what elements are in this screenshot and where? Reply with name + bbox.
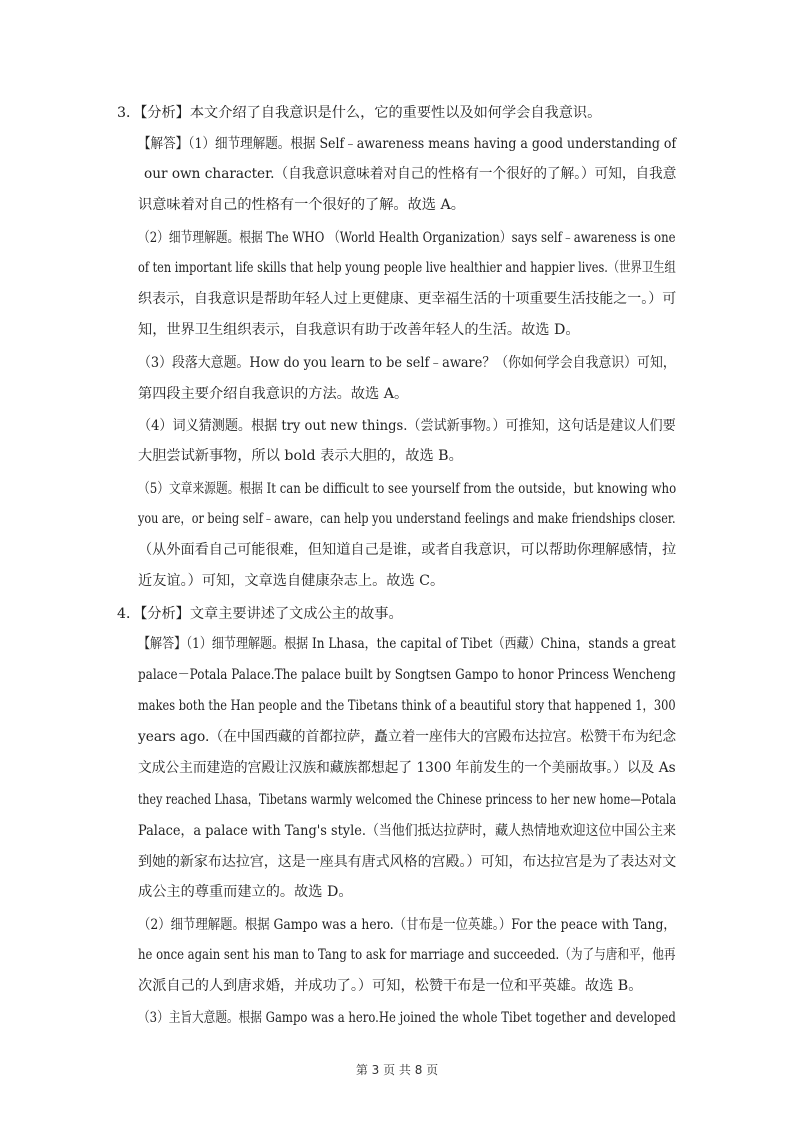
q3-analysis: 3．【分析】本文介绍了自我意识是什么，它的重要性以及如何学会自我意识。 <box>117 105 602 121</box>
q4-answer-1c: makes both the Han people and the Tibetans think of a beautiful story that happened 1，300 <box>138 698 676 714</box>
q3-answer-4a: （4）词义猜测题。根据 try out new things.（尝试新事物。）可推知，这句话是建议人们要 <box>138 418 676 434</box>
q3-answer-2d: 知，世界卫生组织表示，自我意识有助于改善年轻人的生活。故选 D。 <box>138 322 580 338</box>
q3-answer-2c: 织表示，自我意识是帮助年轻人过上更健康、更幸福生活的十项重要生活技能之一。）可 <box>138 291 677 307</box>
q3-answer-4b: 大胆尝试新事物，所以 bold 表示大胆的，故选 B。 <box>138 448 463 464</box>
q4-answer-1a: 【解答】（1）细节理解题。根据 In Lhasa，the capital of Tibet（西藏）China，stands a great <box>138 636 676 652</box>
q4-answer-1d: years ago.（在中国西藏的首都拉萨，矗立着一座伟大的宫殿布达拉宫。松赞干布为纪念 <box>138 729 677 745</box>
q3-answer-5b: you are，or being self﹣aware，can help you understand feelings and make friendships closer. <box>138 511 676 527</box>
q3-answer-1c: 识意味着对自己的性格有一个很好的了解。故选 A。 <box>138 197 465 213</box>
q3-answer-1b: our own character.（自我意识意味着对自己的性格有一个很好的了解。）可知，自我意 <box>144 166 677 182</box>
page-footer: 第 3 页 共 8 页 <box>355 1063 439 1077</box>
q4-answer-1e: 文成公主而建造的宫殿让汉族和藏族都想起了 1300 年前发生的一个美丽故事。）以及 As <box>138 760 676 776</box>
q4-answer-1g: Palace，a palace with Tang's style.（当他们抵达拉萨时，藏人热情地欢迎这位中国公主来 <box>138 823 676 839</box>
q3-answer-3a: （3）段落大意题。How do you learn to be self﹣aware？（你如何学会自我意识）可知， <box>138 355 676 371</box>
q4-answer-1b: palace－Potala Palace.The palace built by Songtsen Gampo to honor Princess Wencheng <box>138 667 676 683</box>
q3-answer-3b: 第四段主要介绍自我意识的方法。故选 A。 <box>138 386 409 402</box>
q3-answer-5c: （从外面看自己可能很难，但知道自己是谁，或者自我意识，可以帮助你理解感情，拉 <box>138 542 677 558</box>
q4-answer-1i: 成公主的尊重而建立的。故选 D。 <box>138 884 353 900</box>
q4-answer-2a: （2）细节理解题。根据 Gampo was a hero.（甘布是一位英雄。）For the peace with Tang， <box>138 917 676 933</box>
q4-answer-1f: they reached Lhasa，Tibetans warmly welcomed the Chinese princess to her new home—Potala <box>138 792 677 808</box>
q3-answer-1a: 【解答】（1）细节理解题。根据 Self﹣awareness means having a good understanding of <box>138 136 677 152</box>
q4-answer-2c: 次派自己的人到唐求婚，并成功了。）可知，松赞干布是一位和平英雄。故选 B。 <box>138 978 643 994</box>
q4-answer-2b: he once again sent his man to Tang to ask for marriage and succeeded.（为了与唐和平，他再 <box>138 947 676 963</box>
q3-answer-2b: of ten important life skills that help young people live healthier and happier lives.（世界卫生组 <box>138 260 676 276</box>
q3-answer-5a: （5）文章来源题。根据 It can be difficult to see yourself from the outside，but knowing who <box>138 481 677 497</box>
q3-answer-2a: （2）细节理解题。根据 The WHO （World Health Organization）says self﹣awareness is one <box>138 230 676 246</box>
q4-answer-3a: （3）主旨大意题。根据 Gampo was a hero.He joined the whole Tibet together and developed <box>138 1010 676 1026</box>
q4-analysis: 4．【分析】文章主要讲述了文成公主的故事。 <box>117 606 403 622</box>
q4-answer-1h: 到她的新家布达拉宫，这是一座具有唐式风格的宫殿。）可知，布达拉宫是为了表达对文 <box>138 854 677 870</box>
q3-answer-5d: 近友谊。）可知，文章选自健康杂志上。故选 C。 <box>138 573 445 589</box>
